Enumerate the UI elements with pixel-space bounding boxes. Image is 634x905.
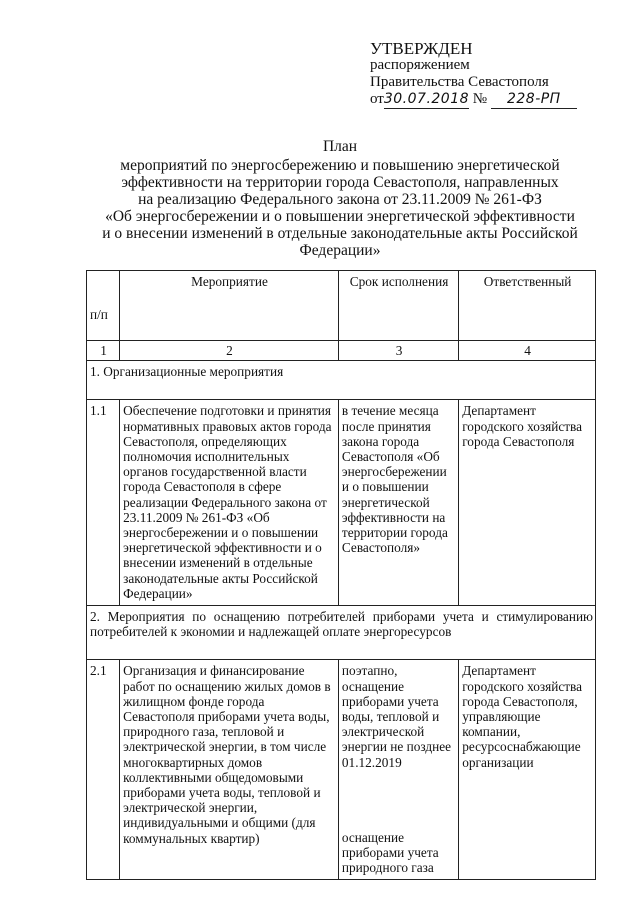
header-deadline: Срок исполнения bbox=[338, 271, 458, 341]
plan-title: План bbox=[322, 138, 358, 155]
plan-heading bbox=[90, 138, 590, 259]
row-deadline: в течение месяца после принятия закона города Севастополя «Об энергосбережении и о повышении энергетической эффективности на территории города Севастополя» bbox=[338, 400, 458, 606]
date-prefix: от bbox=[370, 91, 384, 107]
plan-table bbox=[86, 270, 596, 880]
heading-line4: «Об энергосбережении и о повышении энергетической эффективности bbox=[105, 208, 575, 225]
table-row bbox=[87, 400, 596, 606]
row-activity: Обеспечение подготовки и принятия нормативных правовых актов города Севастополя, определяющих полномочия исполнительных органов государственной власти города Севастополя в сфере реализации Федерального закона от 23.11.2009 № 261-ФЗ «Об энергосбережении и о повышении энергетической эффективности и о внесении изменений в отдельные законодательные акты Российской Федерации» bbox=[120, 400, 339, 606]
deadline-part2: оснащение приборами учета природного газа bbox=[341, 829, 439, 876]
header-num: п/п bbox=[87, 271, 120, 341]
index-cell: 4 bbox=[459, 341, 596, 361]
heading-line3: на реализацию Федерального закона от 23.11.2009 № 261-ФЗ bbox=[138, 191, 542, 208]
index-cell: 1 bbox=[87, 341, 120, 361]
approval-number: 228-РП bbox=[491, 91, 577, 109]
heading-line2: эффективности на территории города Севастополя, направленных bbox=[121, 174, 559, 191]
approval-line1: распоряжением bbox=[370, 57, 470, 73]
approval-line2: Правительства Севастополя bbox=[370, 74, 549, 90]
approval-title: УТВЕРЖДЕН bbox=[370, 39, 473, 58]
section-2-title: 2. Мероприятия по оснащению потребителей приборами учета и стимулированию потребителей к экономии и надлежащей оплате энергоресурсов bbox=[87, 606, 596, 660]
approval-date: 30.07.2018 bbox=[383, 91, 470, 107]
heading-line5: и о внесении изменений в отдельные законодательные акты Российской bbox=[102, 225, 578, 242]
section-row bbox=[87, 361, 596, 400]
approval-date-line bbox=[370, 91, 577, 109]
row-num: 1.1 bbox=[87, 400, 120, 606]
index-cell: 2 bbox=[120, 341, 339, 361]
row-num: 2.1 bbox=[87, 660, 120, 880]
index-cell: 3 bbox=[338, 341, 458, 361]
heading-line1: мероприятий по энергосбережению и повышению энергетической bbox=[120, 157, 560, 174]
index-row bbox=[87, 341, 596, 361]
header-responsible: Ответственный bbox=[459, 271, 596, 341]
deadline-gap bbox=[342, 770, 456, 830]
number-prefix: № bbox=[472, 91, 488, 107]
approval-block bbox=[370, 40, 577, 109]
header-activity: Мероприятие bbox=[120, 271, 339, 341]
row-responsible: Департамент городского хозяйства города Севастополя bbox=[459, 400, 596, 606]
heading-line6: Федерации» bbox=[299, 242, 381, 259]
row-activity: Организация и финансирование работ по оснащению жилых домов в жилищном фонде города Севастополя приборами учета воды, природного газа, тепловой и электрической энергии, в том числе многоквартирных домов коллективными общедомовыми приборами учета воды, тепловой и электрической энергии, индивидуальными и общими (для коммунальных квартир) bbox=[120, 660, 339, 880]
table-row bbox=[87, 660, 596, 880]
section-1-title: 1. Организационные мероприятия bbox=[87, 361, 596, 400]
header-row bbox=[87, 271, 596, 341]
row-responsible: Департамент городского хозяйства города Севастополя, управляющие компании, ресурсоснабжающие организации bbox=[459, 660, 596, 880]
row-deadline bbox=[338, 660, 458, 880]
section-row bbox=[87, 606, 596, 660]
deadline-part1: поэтапно, оснащение приборами учета воды, тепловой и электрической энергии не позднее 01.12.2019 bbox=[341, 663, 452, 770]
